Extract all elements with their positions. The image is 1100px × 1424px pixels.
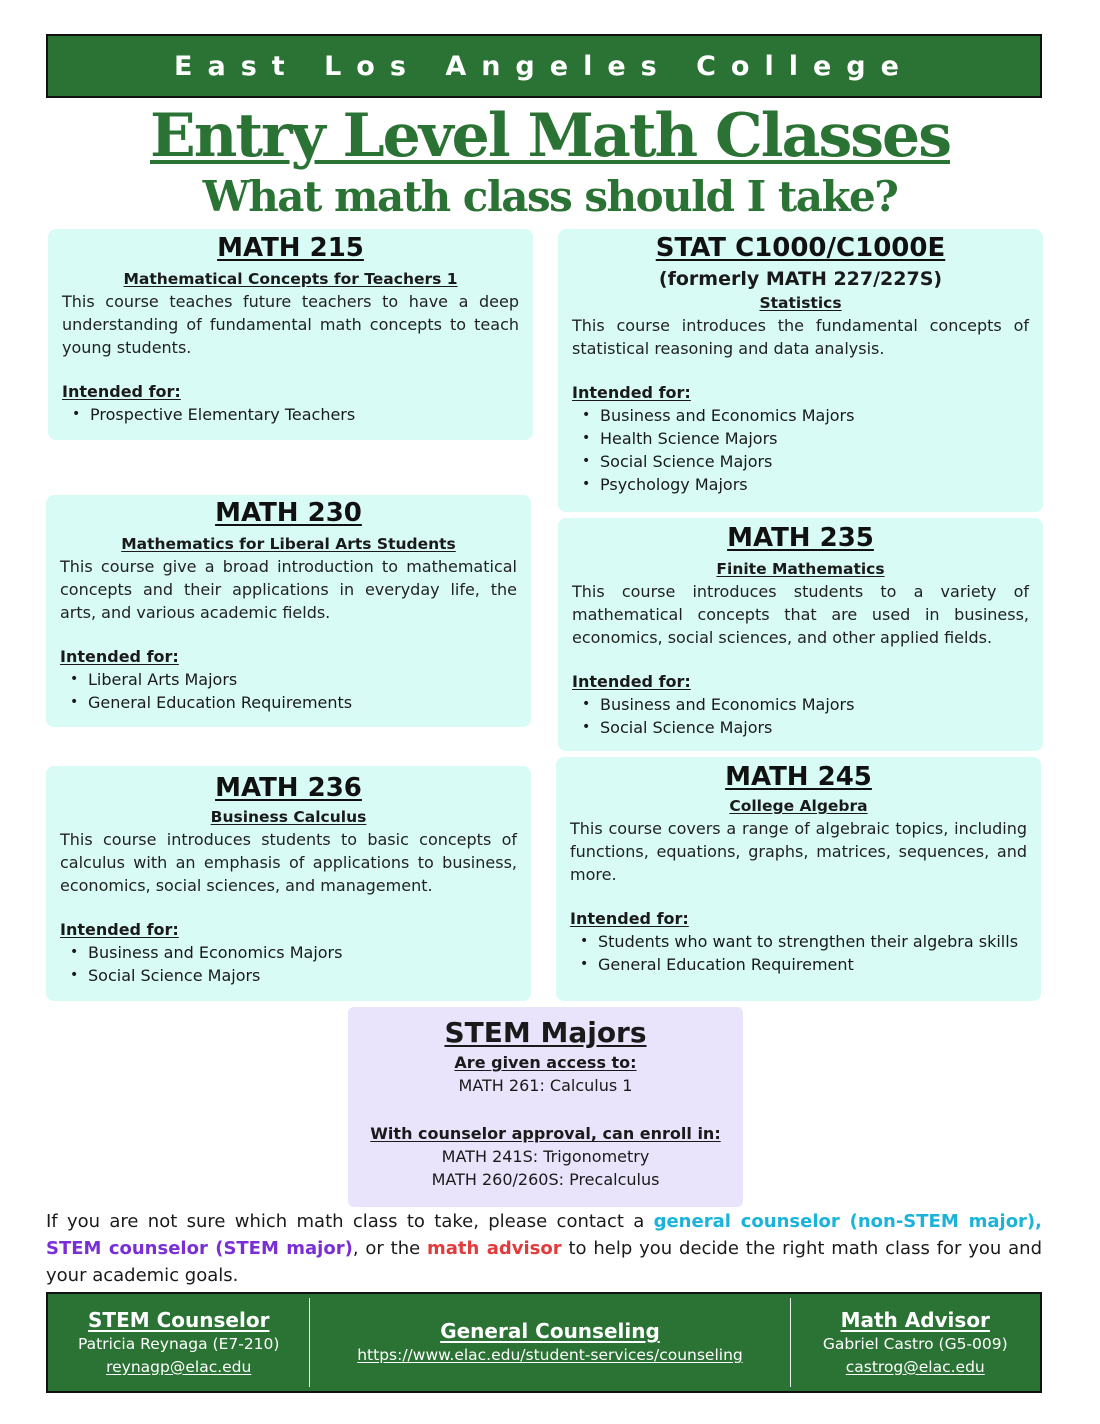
footer-general-counseling	[310, 1294, 789, 1391]
course-code: MATH 245	[725, 762, 872, 792]
course-code: MATH 215	[217, 233, 364, 263]
course-name: Mathematics for Liberal Arts Students	[121, 535, 456, 553]
list-item: • Liberal Arts Majors	[70, 668, 517, 691]
list-item: • Business and Economics Majors	[582, 404, 1029, 427]
footer-heading: Math Advisor	[840, 1307, 990, 1332]
stem-title: STEM Majors	[444, 1016, 647, 1049]
contact-text: to help you decide the right math class for you and your academic goals.	[46, 1238, 1043, 1286]
course-description: This course covers a range of algebraic topics, including functions, equations, graphs, matrices, sequences, and more.	[570, 819, 1027, 884]
contact-text: , or the	[352, 1238, 428, 1259]
course-code: MATH 236	[215, 773, 362, 803]
footer-person: Gabriel Castro (G5-009)	[822, 1334, 1008, 1353]
counseling-url-link[interactable]: https://www.elac.edu/student-services/counseling	[357, 1346, 743, 1364]
intended-label: Intended for:	[570, 909, 689, 928]
stem-approval-label: With counselor approval, can enroll in:	[370, 1124, 721, 1143]
stem-approval-course: MATH 241S: Trigonometry	[441, 1147, 650, 1166]
page-subtitle: What math class should I take?	[202, 172, 898, 221]
stem-counselor-link[interactable]: STEM counselor (STEM major)	[46, 1238, 353, 1259]
math-advisor-email-link[interactable]: castrog@elac.edu	[845, 1357, 985, 1376]
intended-label: Intended for:	[60, 647, 179, 666]
list-item: • General Education Requirements	[70, 691, 517, 714]
footer-heading: STEM Counselor	[88, 1307, 270, 1332]
list-item: • Business and Economics Majors	[582, 693, 1029, 716]
contact-footer	[46, 1292, 1042, 1393]
general-counselor-link[interactable]: general counselor (non-STEM major),	[653, 1211, 1042, 1232]
list-item: • Social Science Majors	[70, 964, 517, 987]
contact-paragraph	[46, 1208, 1042, 1289]
course-code: MATH 235	[727, 523, 874, 553]
course-card-math-235	[558, 518, 1043, 751]
course-card-math-230	[46, 495, 531, 727]
course-name: Business Calculus	[210, 808, 367, 826]
intended-list	[570, 930, 1027, 976]
list-item: • Social Science Majors	[582, 716, 1029, 739]
stem-counselor-email-link[interactable]: reynagp@elac.edu	[106, 1357, 252, 1376]
course-name: Finite Mathematics	[716, 560, 885, 578]
intended-list	[572, 693, 1029, 739]
course-description: This course give a broad introduction to mathematical concepts and their applications in everyday life, the arts, and various academic fields.	[60, 557, 517, 622]
intended-label: Intended for:	[62, 382, 181, 401]
list-item: • Health Science Majors	[582, 427, 1029, 450]
course-code: STAT C1000/C1000E	[655, 233, 946, 263]
course-description: This course introduces students to a variety of mathematical concepts that are used in business, economics, social sciences, and other applied fields.	[572, 582, 1029, 647]
intended-label: Intended for:	[60, 920, 179, 939]
page-title: Entry Level Math Classes	[150, 101, 950, 171]
college-banner: East Los Angeles College	[46, 34, 1042, 98]
intended-list	[62, 403, 519, 426]
footer-person: Patricia Reynaga (E7-210)	[78, 1334, 280, 1353]
footer-math-advisor	[791, 1294, 1041, 1391]
list-item: • General Education Requirement	[580, 953, 1027, 976]
stem-approval-course: MATH 260/260S: Precalculus	[431, 1170, 660, 1189]
course-card-math-236	[46, 766, 531, 1001]
course-card-math-215	[48, 229, 533, 440]
course-card-math-245	[556, 757, 1041, 1001]
list-item: • Students who want to strengthen their algebra skills	[580, 930, 1027, 953]
course-name: Mathematical Concepts for Teachers 1	[123, 270, 458, 288]
stem-access-label: Are given access to:	[454, 1053, 637, 1072]
list-item: • Social Science Majors	[582, 450, 1029, 473]
course-description: This course teaches future teachers to have a deep understanding of fundamental math concepts to teach young students.	[62, 292, 519, 357]
course-name: Statistics	[759, 294, 842, 312]
course-code: MATH 230	[215, 498, 362, 528]
footer-heading: General Counseling	[440, 1319, 660, 1343]
footer-stem-counselor	[48, 1294, 309, 1391]
course-description: This course introduces the fundamental concepts of statistical reasoning and data analysis.	[572, 316, 1029, 358]
list-item: • Psychology Majors	[582, 473, 1029, 496]
course-description: This course introduces students to basic concepts of calculus with an emphasis of applications to business, economics, social sciences, and management.	[60, 830, 517, 895]
stem-access-course: MATH 261: Calculus 1	[458, 1076, 633, 1095]
course-name: College Algebra	[729, 797, 868, 815]
intended-label: Intended for:	[572, 672, 691, 691]
course-former-code: (formerly MATH 227/227S)	[658, 268, 943, 290]
list-item: • Prospective Elementary Teachers	[72, 403, 519, 426]
intended-list	[60, 941, 517, 987]
intended-label: Intended for:	[572, 383, 691, 402]
math-advisor-link[interactable]: math advisor	[427, 1238, 562, 1259]
course-card-stat-c1000	[558, 229, 1043, 512]
contact-text: If you are not sure which math class to take, please contact a	[46, 1211, 654, 1232]
list-item: • Business and Economics Majors	[70, 941, 517, 964]
intended-list	[572, 404, 1029, 496]
intended-list	[60, 668, 517, 714]
stem-majors-card	[348, 1007, 743, 1207]
